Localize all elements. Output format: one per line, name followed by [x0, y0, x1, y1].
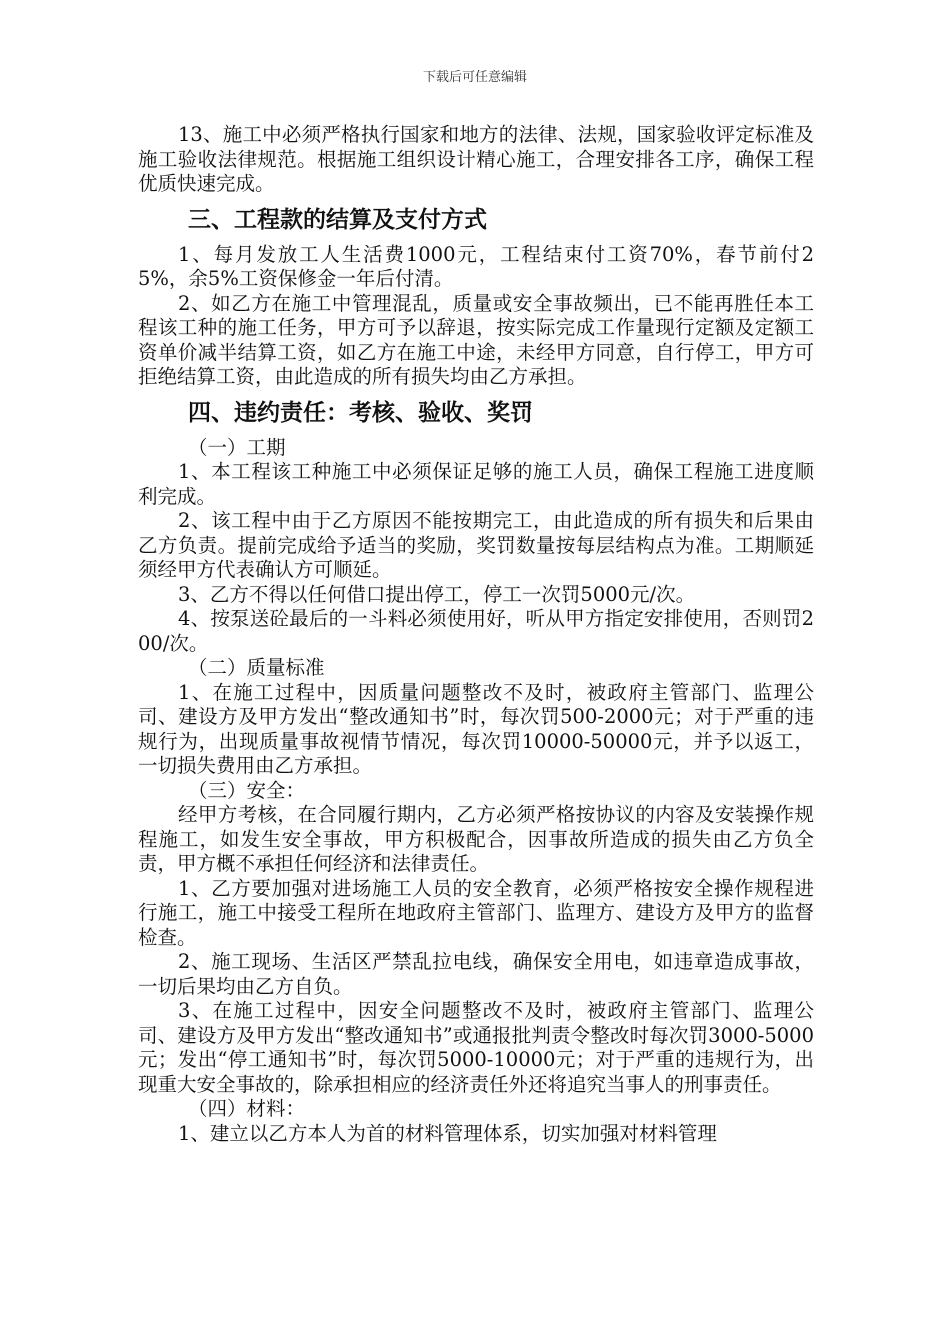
clause-13: 13、施工中必须严格执行国家和地方的法律、法规，国家验收评定标准及施工验收法律规范。根据施工组织设计精心施工，合理安排各工序，确保工程优质快速完成。	[138, 123, 814, 195]
safety-clause-3: 3、在施工过程中，因安全问题整改不及时，被政府主管部门、监理公司、建设方及甲方发出“整改通知书”或通报批判责令整改时每次罚3000-5000元；发出“停工通知书”时，每次罚5000-10000元；对于严重的违规行为，出现重大安全事故的，除承担相应的经济责任外还将追究当事人的刑事责任。	[138, 999, 814, 1096]
schedule-clause-1: 1、本工程该工种施工中必须保证足够的施工人员，确保工程施工进度顺利完成。	[138, 460, 814, 508]
safety-clause-1: 1、乙方要加强对进场施工人员的安全教育，必须严格按安全操作规程进行施工，施工中接受工程所在地政府主管部门、监理方、建设方及甲方的监督检查。	[138, 876, 814, 949]
subheading-quality: （二）质量标准	[188, 656, 325, 679]
page-header-note: 下载后可任意编辑	[422, 70, 527, 85]
subheading-safety: （三）安全：	[188, 778, 306, 802]
quality-clause-1: 1、在施工过程中，因质量问题整改不及时，被政府主管部门、监理公司、建设方及甲方发出“整改通知书”时，每次罚500-2000元；对于严重的违规行为，出现质量事故视情节情况，每次罚10000-50000元，并予以返工，一切损失费用由乙方承担。	[138, 680, 814, 777]
payment-clause-1: 1、每月发放工人生活费1000元，工程结束付工资70%，春节前付25%，余5%工资保修金一年后付清。	[138, 242, 814, 290]
safety-clause-2: 2、施工现场、生活区严禁乱拉电线，确保安全用电，如违章造成事故，一切后果均由乙方自负。	[138, 950, 814, 998]
payment-clause-2: 2、如乙方在施工中管理混乱，质量或安全事故频出，已不能再胜任本工程该工种的施工任务，甲方可予以辞退，按实际完成工作量现行定额及定额工资单价减半结算工资，如乙方在施工中途，未经甲方同意，自行停工，甲方可拒绝结算工资，由此造成的所有损失均由乙方承担。	[138, 291, 814, 388]
schedule-clause-4: 4、按泵送砼最后的一斗料必须使用好，听从甲方指定安排使用，否则罚200/次。	[138, 607, 814, 655]
section-heading-payment: 三、工程款的结算及支付方式	[188, 206, 487, 233]
section-heading-liability: 四、违约责任：考核、验收、奖罚	[188, 399, 533, 426]
subheading-schedule: （一）工期	[188, 435, 286, 459]
safety-intro: 经甲方考核，在合同履行期内，乙方必须严格按协议的内容及安装操作规程施工，如发生安全事故，甲方积极配合，因事故所造成的损失由乙方负全责，甲方概不承担任何经济和法律责任。	[138, 803, 814, 875]
subheading-materials: （四）材料：	[188, 1097, 306, 1120]
schedule-clause-2: 2、该工程中由于乙方原因不能按期完工，由此造成的所有损失和后果由乙方负责。提前完成给予适当的奖励，奖罚数量按每层结构点为准。工期顺延须经甲方代表确认方可顺延。	[138, 509, 814, 581]
document-body	[138, 123, 814, 1146]
schedule-clause-3: 3、乙方不得以任何借口提出停工，停工一次罚5000元/次。	[178, 582, 696, 606]
materials-clause-1: 1、建立以乙方本人为首的材料管理体系，切实加强对材料管理	[178, 1121, 717, 1145]
